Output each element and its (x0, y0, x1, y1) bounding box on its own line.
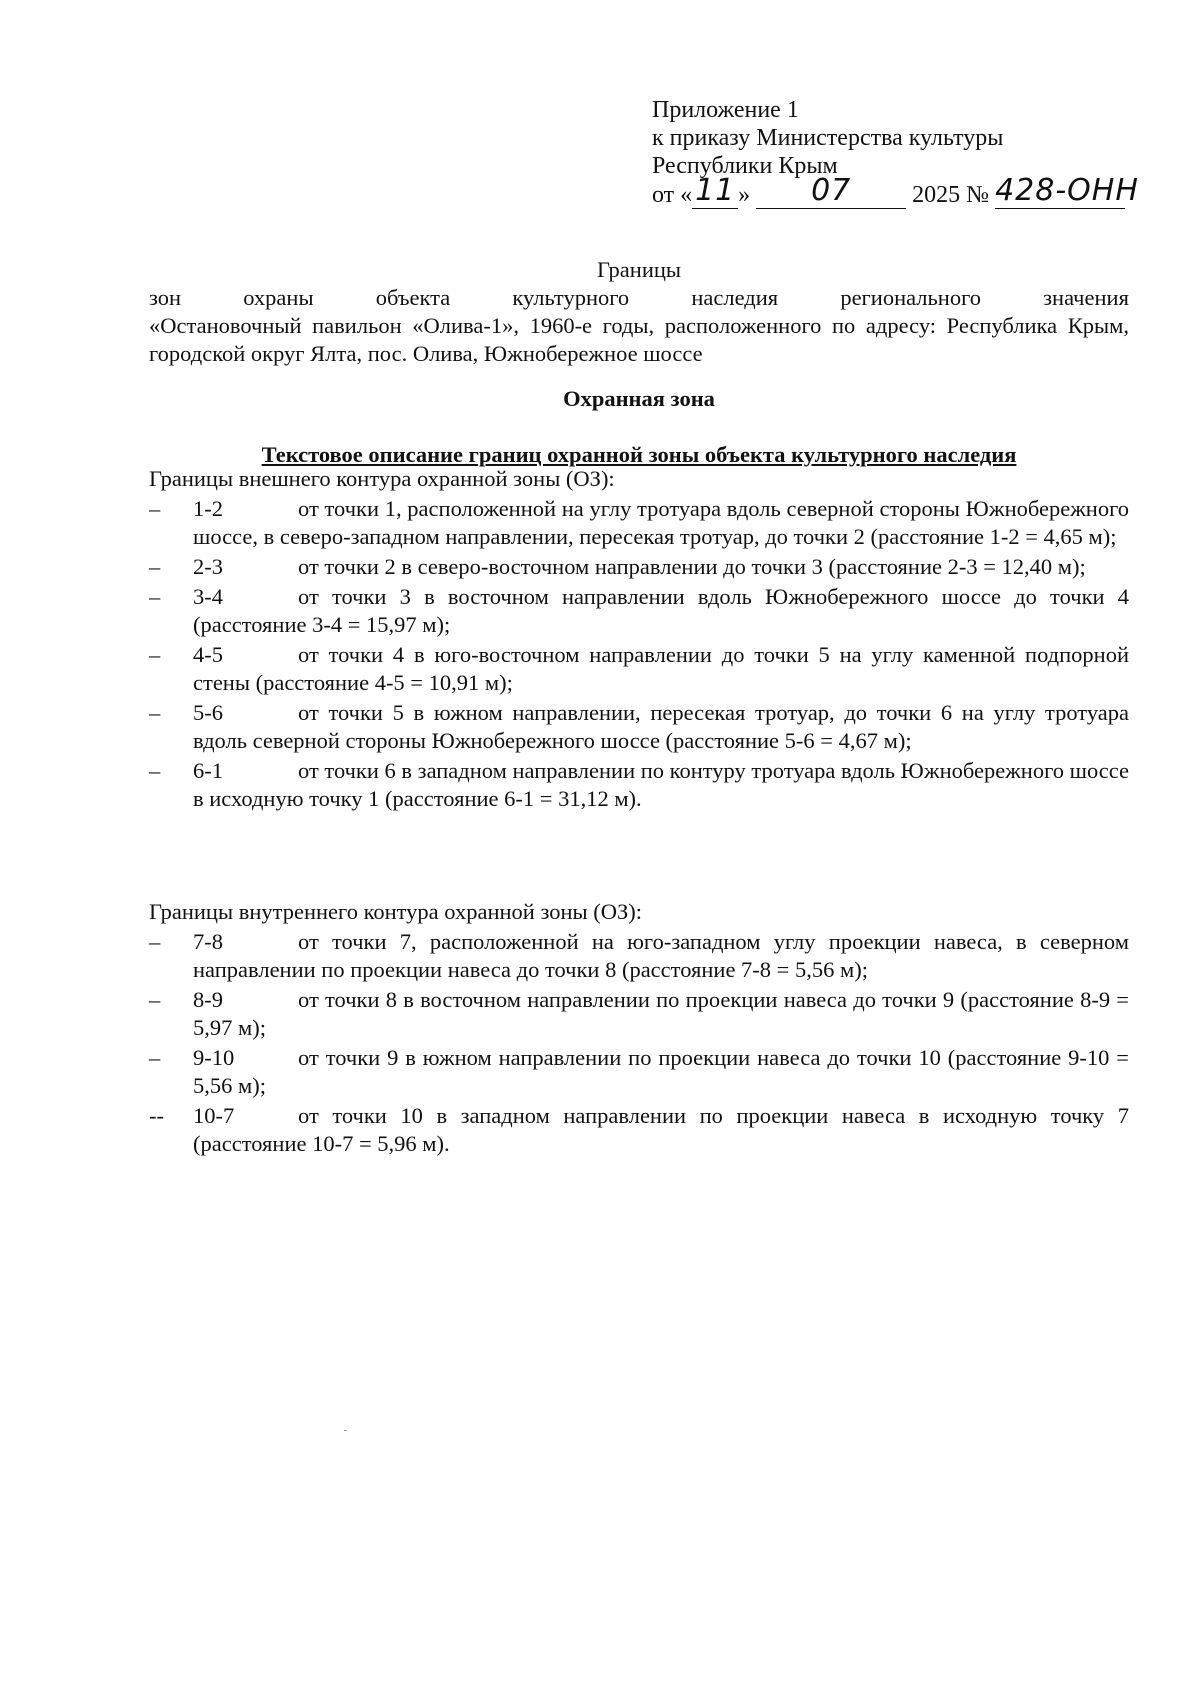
segment-description: от точки 1, расположенной на углу тротуара вдоль северной стороны Южнобережного шоссе, в северо-западном направлении, пересекая тротуар, до точки 2 (расстояние 1-2 = 4,65 м); (193, 496, 1129, 549)
boundary-item (149, 641, 1129, 697)
inner-contour-block (149, 898, 1129, 1160)
list-dash: – (149, 496, 161, 521)
list-dash: – (149, 758, 161, 783)
subject-word: зон (149, 285, 182, 310)
list-dash: – (149, 987, 161, 1012)
appendix-republic: Республики Крым (652, 153, 838, 179)
date-day-handwritten: 11 (695, 173, 736, 208)
subject-word: наследия (691, 285, 779, 310)
boundary-item (149, 757, 1129, 813)
segment-description: от точки 4 в юго-восточном направлении до точки 5 на углу каменной подпорной стены (расстояние 4-5 = 10,91 м); (193, 642, 1129, 695)
list-dash: – (149, 642, 161, 667)
date-month-field (756, 173, 906, 209)
segment-label: 4-5 (193, 642, 223, 667)
boundary-item (149, 699, 1129, 755)
boundary-item (149, 986, 1129, 1042)
segment-description: от точки 7, расположенной на юго-западном углу проекции навеса, в северном направлении по проекции навеса до точки 8 (расстояние 7-8 = 5,56 м); (193, 929, 1129, 982)
boundary-item (149, 553, 1129, 581)
date-day-field (692, 173, 738, 209)
subject-word: значения (1043, 285, 1129, 310)
segment-label: 2-3 (193, 554, 223, 579)
segment-description: от точки 9 в южном направлении по проекции навеса до точки 10 (расстояние 9-10 = 5,56 м); (193, 1045, 1129, 1098)
inner-contour-list (149, 928, 1129, 1158)
segment-description: от точки 10 в западном направлении по проекции навеса в исходную точку 7 (расстояние 10-7 = 5,96 м). (193, 1103, 1129, 1156)
document-subject (149, 284, 1129, 368)
segment-label: 6-1 (193, 758, 223, 783)
subject-word: охраны (243, 285, 314, 310)
segment-description: от точки 6 в западном направлении по контуру тротуара вдоль Южнобережного шоссе в исходную точку 1 (расстояние 6-1 = 31,12 м). (193, 758, 1129, 811)
appendix-date-line (652, 173, 1172, 209)
appendix-order-ref: к приказу Министерства культуры (652, 125, 1004, 151)
segment-label: 5-6 (193, 700, 223, 725)
list-dash: -- (149, 1103, 164, 1128)
date-quote-close: » (738, 182, 751, 208)
segment-label: 8-9 (193, 987, 223, 1012)
order-number-field (995, 173, 1139, 209)
list-dash: – (149, 554, 161, 579)
appendix-block (652, 96, 1172, 209)
boundary-item (149, 1102, 1129, 1158)
segment-description: от точки 3 в восточном направлении вдоль Южнобережного шоссе до точки 4 (расстояние 3-4 = 15,97 м); (193, 584, 1129, 637)
boundary-item (149, 1044, 1129, 1100)
document-heading: Границы (596, 257, 682, 282)
segment-label: 1-2 (193, 496, 223, 521)
date-month-handwritten: 07 (811, 173, 852, 208)
scan-speck (344, 1430, 347, 1431)
section-heading: Охранная зона (563, 386, 715, 411)
sub-heading: Текстовое описание границ охранной зоны объекта культурного наследия (261, 442, 1017, 467)
outer-contour-block (149, 465, 1129, 815)
subject-first-line (149, 284, 1129, 312)
segment-label: 3-4 (193, 584, 223, 609)
boundary-item (149, 928, 1129, 984)
segment-label: 9-10 (193, 1045, 235, 1070)
list-dash: – (149, 700, 161, 725)
order-number-handwritten: 428-ОНН (995, 173, 1139, 208)
date-prefix: от « (652, 182, 693, 208)
segment-label: 7-8 (193, 929, 223, 954)
date-year: 2025 № (912, 182, 990, 208)
segment-description: от точки 5 в южном направлении, пересекая тротуар, до точки 6 на углу тротуара вдоль северной стороны Южнобережного шоссе (расстояние 5-6 = 4,67 м); (193, 700, 1129, 753)
subject-word: регионального (840, 285, 981, 310)
appendix-title: Приложение 1 (652, 97, 799, 123)
subject-word: объекта (375, 285, 451, 310)
segment-description: от точки 2 в северо-восточном направлении до точки 3 (расстояние 2-3 = 12,40 м); (298, 554, 1086, 579)
document-title-block (149, 256, 1129, 368)
subject-word: культурного (512, 285, 630, 310)
subject-rest: «Остановочный павильон «Олива-1», 1960-е годы, расположенного по адресу: Республика Крым, городской округ Ялта, пос. Олива, Южнобережное шоссе (149, 313, 1129, 366)
segment-description: от точки 8 в восточном направлении по проекции навеса до точки 9 (расстояние 8-9 = 5,97 м); (193, 987, 1129, 1040)
boundary-item (149, 495, 1129, 551)
inner-contour-title: Границы внутреннего контура охранной зоны (ОЗ): (149, 899, 643, 924)
outer-contour-title: Границы внешнего контура охранной зоны (ОЗ): (149, 466, 615, 491)
list-dash: – (149, 1045, 161, 1070)
boundary-item (149, 583, 1129, 639)
list-dash: – (149, 929, 161, 954)
outer-contour-list (149, 495, 1129, 813)
segment-label: 10-7 (193, 1103, 235, 1128)
list-dash: – (149, 584, 161, 609)
